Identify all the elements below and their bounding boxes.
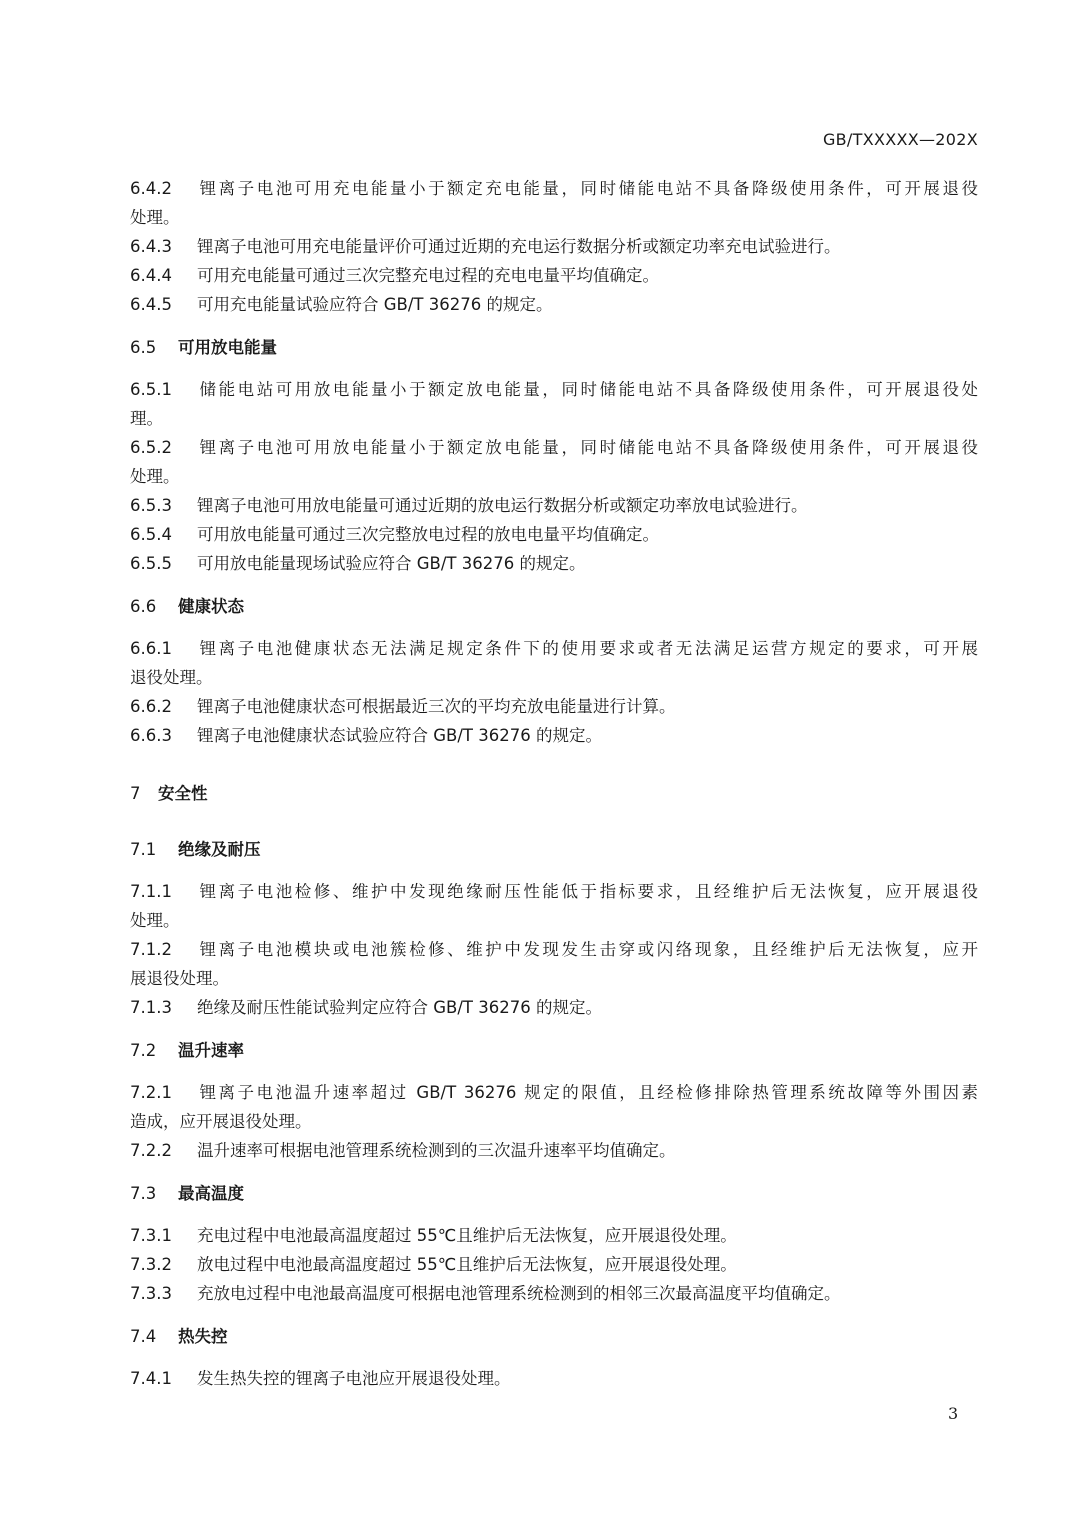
clause-number: 6.5.3 (130, 496, 172, 515)
section-heading (130, 592, 978, 621)
text-line (130, 261, 978, 290)
text-line (130, 935, 978, 964)
clause-text: 锂离子电池检修、维护中发现绝缘耐压性能低于指标要求，且经维护后无法恢复，应开展退役 (197, 882, 978, 901)
clause-text: 安全性 (158, 784, 208, 803)
text-line (130, 232, 978, 261)
clause-text: 锂离子电池健康状态无法满足规定条件下的使用要求或者无法满足运营方规定的要求，可开展 (197, 639, 978, 658)
clause-paragraph (130, 1221, 978, 1250)
section-heading (130, 333, 978, 362)
clause-number: 7.1.3 (130, 998, 172, 1017)
clause-text: 锂离子电池可用放电能量可通过近期的放电运行数据分析或额定功率放电试验进行。 (197, 496, 808, 515)
clause-paragraph (130, 174, 978, 232)
clause-number: 6.4.3 (130, 237, 172, 256)
clause-number: 7.3 (130, 1184, 157, 1203)
section-heading (130, 1036, 978, 1065)
clause-number: 7.2 (130, 1041, 157, 1060)
clause-paragraph (130, 290, 978, 319)
clause-number: 6.4.5 (130, 295, 172, 314)
clause-paragraph (130, 433, 978, 491)
text-line (130, 1221, 978, 1250)
text-line (130, 333, 978, 362)
text-line (130, 964, 978, 993)
clause-paragraph (130, 232, 978, 261)
text-line (130, 290, 978, 319)
section-heading (130, 1179, 978, 1208)
text-line (130, 404, 978, 433)
clause-text: 退役处理。 (130, 668, 213, 687)
clause-paragraph (130, 935, 978, 993)
clause-text: 锂离子电池温升速率超过 GB/T 36276 规定的限值，且经检修排除热管理系统故障等外围因素 (197, 1083, 978, 1102)
clause-paragraph (130, 1078, 978, 1136)
clause-paragraph (130, 375, 978, 433)
clause-paragraph (130, 491, 978, 520)
chapter-heading (130, 779, 978, 808)
clause-text: 绝缘及耐压性能试验判定应符合 GB/T 36276 的规定。 (197, 998, 602, 1017)
clause-number: 6.6.3 (130, 726, 172, 745)
clause-text: 充电过程中电池最高温度超过 55℃且维护后无法恢复，应开展退役处理。 (197, 1226, 737, 1245)
text-line (130, 520, 978, 549)
clause-text: 绝缘及耐压 (178, 840, 261, 859)
clause-number: 7.1.2 (130, 940, 172, 959)
clause-paragraph (130, 1279, 978, 1308)
clause-text: 处理。 (130, 911, 180, 930)
text-line (130, 1364, 978, 1393)
clause-paragraph (130, 549, 978, 578)
clause-number: 7.3.3 (130, 1284, 172, 1303)
clause-number: 6.5.2 (130, 438, 172, 457)
clause-number: 7.3.1 (130, 1226, 172, 1245)
clause-number: 6.4.2 (130, 179, 172, 198)
text-line (130, 835, 978, 864)
clause-text: 温升速率 (178, 1041, 244, 1060)
text-line (130, 375, 978, 404)
text-line (130, 1078, 978, 1107)
clause-number: 6.6.2 (130, 697, 172, 716)
clause-number: 7.2.2 (130, 1141, 172, 1160)
clause-text: 锂离子电池可用充电能量评价可通过近期的充电运行数据分析或额定功率充电试验进行。 (197, 237, 841, 256)
clause-text: 温升速率可根据电池管理系统检测到的三次温升速率平均值确定。 (197, 1141, 676, 1160)
clause-number: 7.2.1 (130, 1083, 172, 1102)
clause-text: 可用放电能量 (178, 338, 277, 357)
clause-text: 可用充电能量可通过三次完整充电过程的充电电量平均值确定。 (197, 266, 659, 285)
clause-number: 6.5.4 (130, 525, 172, 544)
text-line (130, 721, 978, 750)
clause-paragraph (130, 1136, 978, 1165)
clause-number: 7.4 (130, 1327, 157, 1346)
text-line (130, 1107, 978, 1136)
clause-text: 锂离子电池可用放电能量小于额定放电能量，同时储能电站不具备降级使用条件，可开展退役 (197, 438, 978, 457)
clause-paragraph (130, 721, 978, 750)
clause-paragraph (130, 261, 978, 290)
clause-number: 7.1 (130, 840, 157, 859)
clause-text: 可用放电能量可通过三次完整放电过程的放电电量平均值确定。 (197, 525, 659, 544)
clause-text: 充放电过程中电池最高温度可根据电池管理系统检测到的相邻三次最高温度平均值确定。 (197, 1284, 841, 1303)
text-line (130, 779, 978, 808)
clause-paragraph (130, 634, 978, 692)
clause-text: 锂离子电池可用充电能量小于额定充电能量，同时储能电站不具备降级使用条件，可开展退役 (197, 179, 978, 198)
document-body (130, 174, 978, 1393)
text-line (130, 1250, 978, 1279)
clause-paragraph (130, 877, 978, 935)
clause-number: 6.6 (130, 597, 157, 616)
clause-number: 6.5.5 (130, 554, 172, 573)
clause-number: 6.6.1 (130, 639, 172, 658)
clause-text: 可用放电能量现场试验应符合 GB/T 36276 的规定。 (197, 554, 586, 573)
clause-text: 储能电站可用放电能量小于额定放电能量，同时储能电站不具备降级使用条件，可开展退役处 (197, 380, 978, 399)
text-line (130, 692, 978, 721)
clause-paragraph (130, 1364, 978, 1393)
clause-number: 7 (130, 784, 141, 803)
clause-text: 处理。 (130, 467, 180, 486)
text-line (130, 906, 978, 935)
document-code-header: GB/TXXXXX—202X (822, 130, 978, 149)
text-line (130, 203, 978, 232)
text-line (130, 491, 978, 520)
clause-text: 理。 (130, 409, 163, 428)
clause-text: 锂离子电池模块或电池簇检修、维护中发现发生击穿或闪络现象，且经维护后无法恢复，应开 (197, 940, 978, 959)
clause-number: 6.4.4 (130, 266, 172, 285)
clause-text: 锂离子电池健康状态可根据最近三次的平均充放电能量进行计算。 (197, 697, 676, 716)
text-line (130, 1136, 978, 1165)
clause-paragraph (130, 1250, 978, 1279)
clause-text: 处理。 (130, 208, 180, 227)
text-line (130, 1279, 978, 1308)
text-line (130, 663, 978, 692)
text-line (130, 174, 978, 203)
clause-text: 展退役处理。 (130, 969, 229, 988)
page-number: 3 (948, 1404, 959, 1423)
clause-text: 健康状态 (178, 597, 244, 616)
text-line (130, 1179, 978, 1208)
clause-text: 可用充电能量试验应符合 GB/T 36276 的规定。 (197, 295, 553, 314)
text-line (130, 433, 978, 462)
clause-number: 7.4.1 (130, 1369, 172, 1388)
clause-text: 放电过程中电池最高温度超过 55℃且维护后无法恢复，应开展退役处理。 (197, 1255, 737, 1274)
clause-text: 最高温度 (178, 1184, 244, 1203)
clause-text: 发生热失控的锂离子电池应开展退役处理。 (197, 1369, 511, 1388)
text-line (130, 1322, 978, 1351)
clause-text: 锂离子电池健康状态试验应符合 GB/T 36276 的规定。 (197, 726, 602, 745)
clause-number: 7.1.1 (130, 882, 172, 901)
text-line (130, 634, 978, 663)
clause-paragraph (130, 692, 978, 721)
section-heading (130, 835, 978, 864)
clause-paragraph (130, 520, 978, 549)
clause-paragraph (130, 993, 978, 1022)
clause-number: 7.3.2 (130, 1255, 172, 1274)
text-line (130, 1036, 978, 1065)
text-line (130, 549, 978, 578)
text-line (130, 592, 978, 621)
clause-number: 6.5.1 (130, 380, 172, 399)
text-line (130, 877, 978, 906)
clause-text: 热失控 (178, 1327, 228, 1346)
clause-number: 6.5 (130, 338, 157, 357)
text-line (130, 462, 978, 491)
text-line (130, 993, 978, 1022)
clause-text: 造成，应开展退役处理。 (130, 1112, 312, 1131)
section-heading (130, 1322, 978, 1351)
